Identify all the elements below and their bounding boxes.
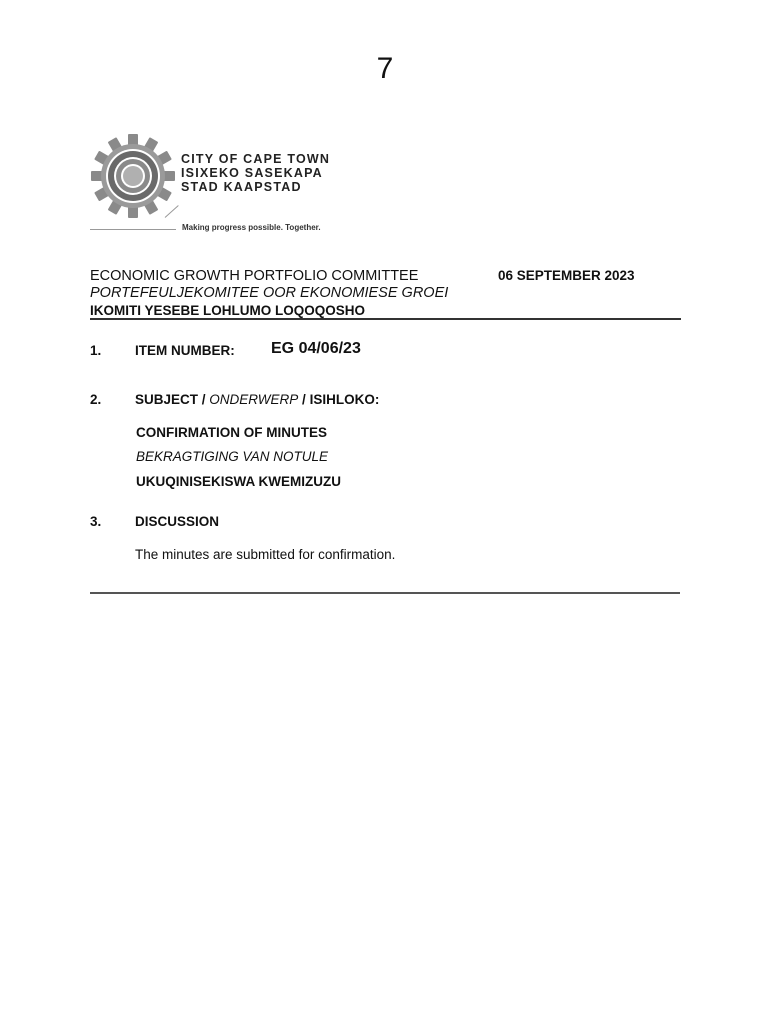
meeting-date: 06 SEPTEMBER 2023 xyxy=(498,268,635,283)
page-number: 7 xyxy=(376,52,394,85)
logo-line-af: STAD KAAPSTAD xyxy=(181,180,302,194)
discussion-body: The minutes are submitted for confirmation. xyxy=(135,547,396,562)
logo-line-en: CITY OF CAPE TOWN xyxy=(181,152,331,166)
committee-name-xh: IKOMITI YESEBE LOHLUMO LOQOQOSHO xyxy=(90,303,366,318)
subject-en: CONFIRMATION OF MINUTES xyxy=(136,425,327,440)
subject-label xyxy=(135,392,379,407)
logo-line-xh: ISIXEKO SASEKAPA xyxy=(181,166,323,180)
committee-name-en: ECONOMIC GROWTH PORTFOLIO COMMITTEE xyxy=(90,268,419,284)
discussion-heading: DISCUSSION xyxy=(135,514,220,529)
committee-header xyxy=(90,268,448,319)
subject-label-en: SUBJECT xyxy=(135,392,199,407)
logo-wordmark xyxy=(181,152,330,194)
subject-label-af: ONDERWERP xyxy=(209,392,299,407)
subject-af: BEKRAGTIGING VAN NOTULE xyxy=(136,449,329,464)
subject-label-xh: ISIHLOKO: xyxy=(309,392,380,407)
header-divider xyxy=(90,318,681,320)
item-number-label: ITEM NUMBER: xyxy=(135,343,235,358)
city-emblem-icon xyxy=(90,134,180,224)
footer-divider xyxy=(90,592,680,594)
logo-tagline: Making progress possible. Together. xyxy=(182,223,321,232)
subject-xh: UKUQINISEKISWA KWEMIZUZU xyxy=(136,474,341,489)
section-number-2: 2. xyxy=(90,392,102,407)
subject-label-sep2: / xyxy=(298,392,310,407)
section-number-1: 1. xyxy=(90,343,102,358)
item-number-value: EG 04/06/23 xyxy=(271,340,361,357)
tagline-divider xyxy=(90,229,176,230)
section-number-3: 3. xyxy=(90,514,102,529)
subject-label-sep1: / xyxy=(198,392,210,407)
committee-name-af: PORTEFEULJEKOMITEE OOR EKONOMIESE GROEI xyxy=(90,285,449,301)
